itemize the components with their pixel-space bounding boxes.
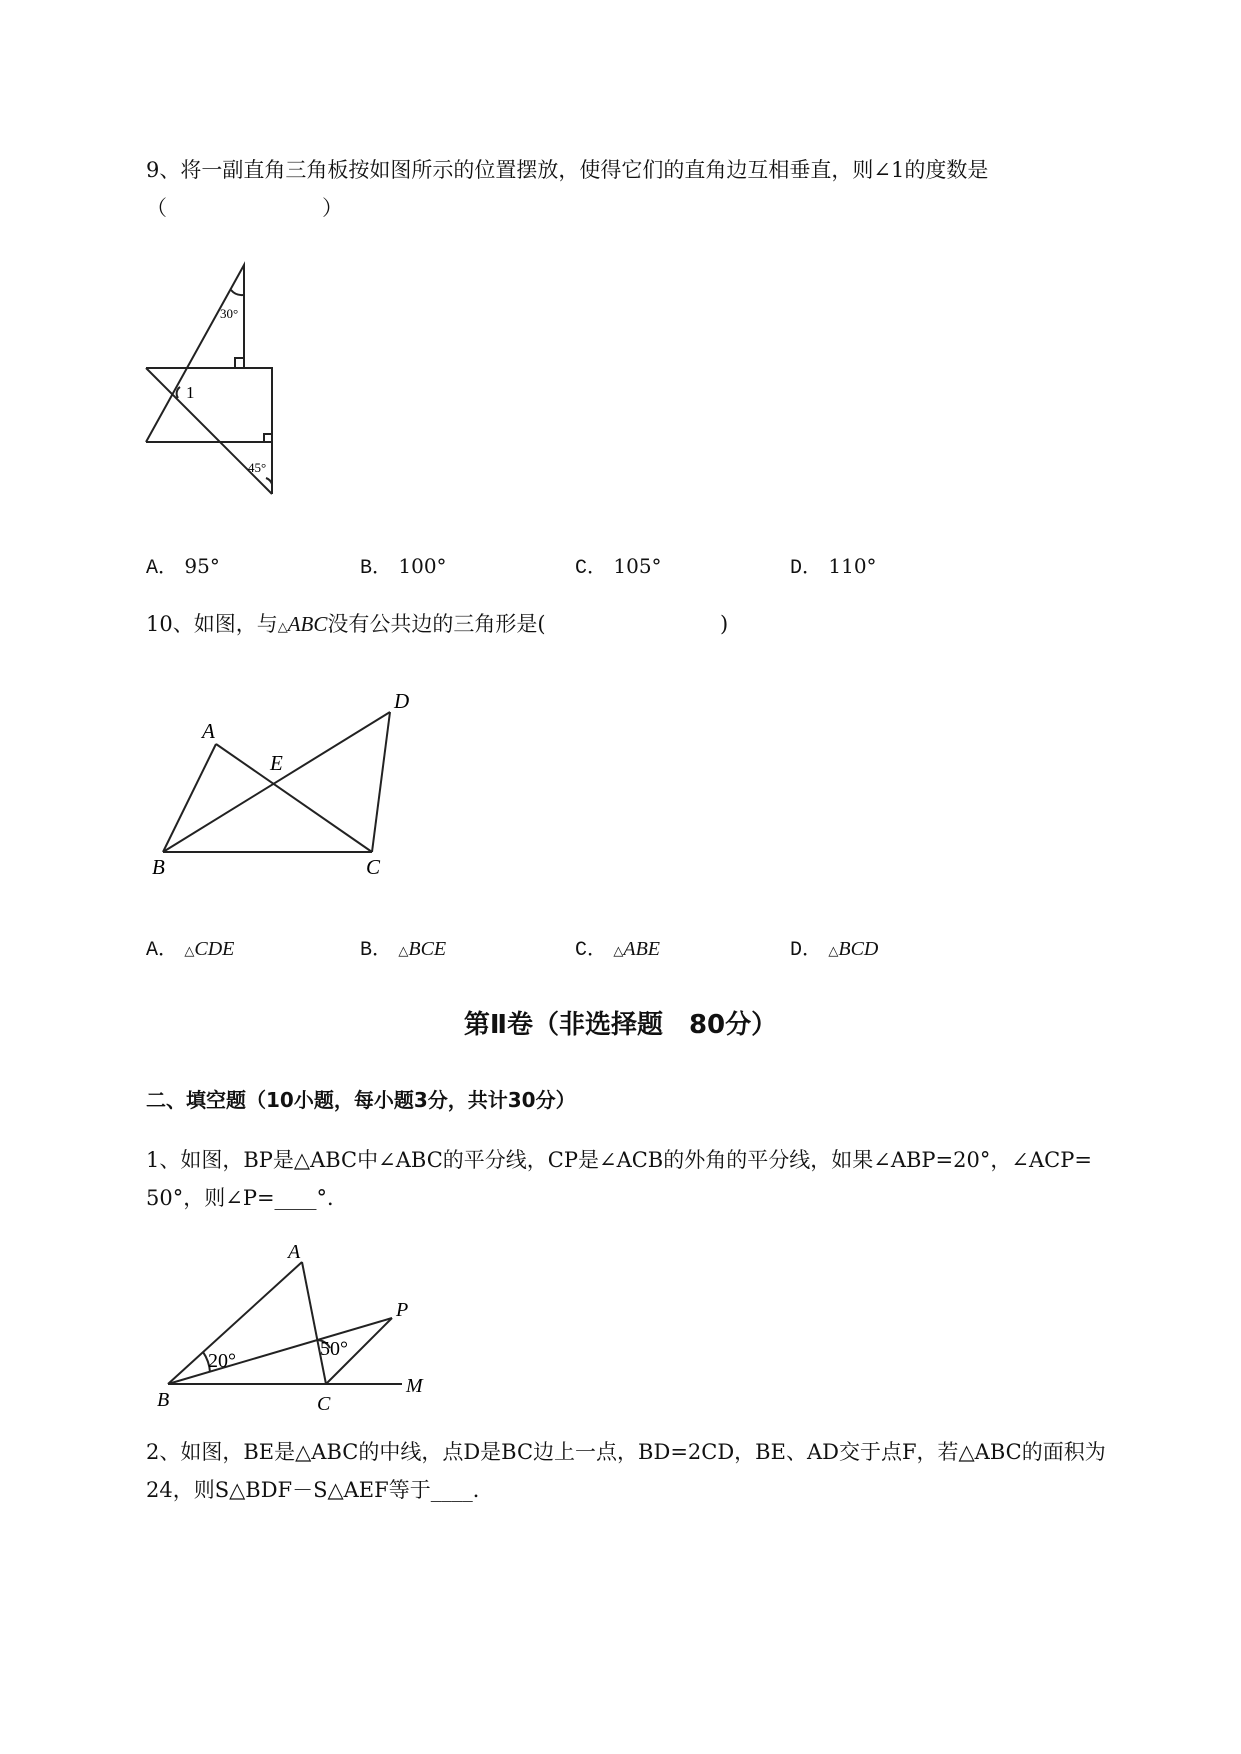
q10-stem: 10、如图，与△ABC没有公共边的三角形是(	[146, 612, 546, 636]
f2-stem-line2: 24，则S△BDF－S△AEF等于____．	[146, 1478, 494, 1502]
q10-option-d: D． △BCD	[790, 938, 879, 962]
q10-paren-close: )	[720, 612, 729, 636]
q10-option-c: C． △ABE	[575, 938, 661, 962]
f1-angle-50-label: 50°	[320, 1338, 348, 1360]
section2-title: 二、填空题（10小题，每小题3分，共计30分）	[146, 1088, 576, 1112]
q9-paren-open: （	[146, 196, 167, 220]
f1-stem-line1: 1、如图，BP是△ABC中∠ABC的平分线，CP是∠ACB的外角的平分线，如果∠ABP=20°，∠ACP=	[146, 1148, 1092, 1172]
q10-option-a: A． △CDE	[146, 938, 235, 962]
q10-label-d: D	[394, 689, 410, 713]
q10-label-a: A	[202, 719, 215, 743]
q10-label-e: E	[270, 751, 283, 775]
f1-label-a: A	[288, 1241, 301, 1263]
f1-label-b: B	[157, 1389, 170, 1411]
q9-angle-1-label: 1	[186, 383, 195, 402]
q9-angle-45-label: 45°	[248, 460, 267, 475]
q9-option-d: D． 110°	[790, 554, 877, 580]
q10-label-c: C	[366, 855, 381, 879]
f1-stem-line2: 50°，则∠P=____°．	[146, 1186, 349, 1210]
q9-angle-30-label: 30°	[220, 306, 239, 321]
part2-heading: 第Ⅱ卷（非选择题 80分）	[463, 1010, 778, 1040]
q9-stem: 9、将一副直角三角板按如图所示的位置摆放，使得它们的直角边互相垂直，则∠1的度数是	[146, 158, 989, 182]
q9-option-b: B． 100°	[360, 554, 447, 580]
f1-label-m: M	[406, 1375, 423, 1397]
f1-label-c: C	[317, 1393, 331, 1415]
f1-angle-20-label: 20°	[208, 1350, 236, 1372]
q9-paren-close: ）	[322, 196, 343, 220]
q10-label-b: B	[152, 855, 165, 879]
q9-option-c: C． 105°	[575, 554, 662, 580]
q9-option-a: A． 95°	[146, 554, 220, 580]
q10-option-b: B． △BCE	[360, 938, 447, 962]
f2-stem-line1: 2、如图，BE是△ABC的中线，点D是BC边上一点，BD=2CD，BE、AD交于点F，若△ABC的面积为	[146, 1440, 1106, 1464]
f1-label-p: P	[396, 1299, 409, 1321]
